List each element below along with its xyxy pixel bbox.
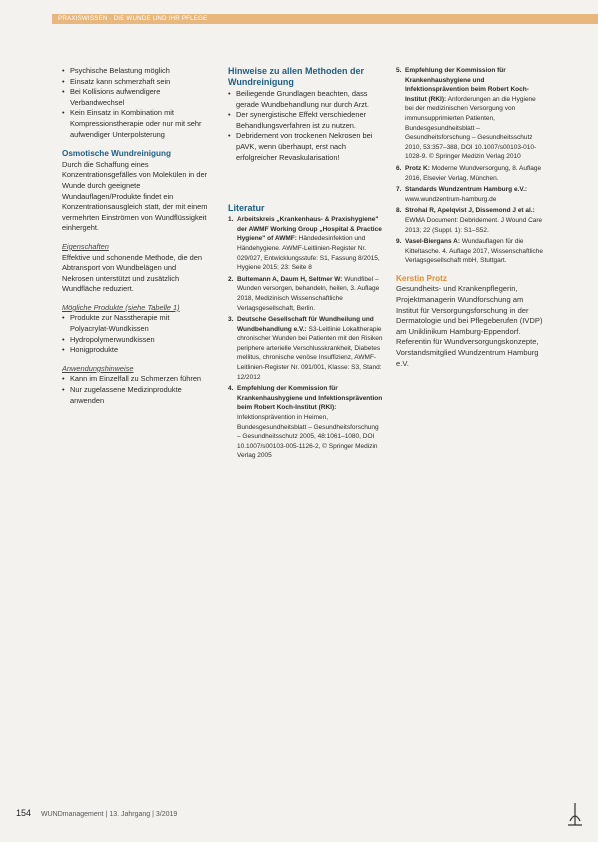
list-item: • Nur zugelassene Medizinprodukte anwenden	[62, 385, 208, 406]
running-header: PRAXISWISSEN · DIE WUNDE UND IHR PFLEGE	[58, 15, 208, 22]
section-heading: Hinweise zu allen Methoden der Wundreinigung	[228, 66, 365, 87]
reference-item: 5. Empfehlung der Kommission für Krankenhaushygiene und Infektionsprävention beim Robert Koch-Institut (RKI): Anforderungen an die Hygiene bei der medizinischen Versorgung von immunsupprimierten Patienten, Bundesgesundheitsblatt – Gesundheitsforschung – Gesundheitsschutz 2010, 53:357–388, DOI 10.1007/s00103-010-1028-9. © Springer Medizin Verlag 2010	[396, 67, 537, 161]
body-paragraph: Durch die Schaffung eines Konzentrationsgefälles von Molekülen in der Wunde durch geeignete Wundauflagen/Produkte findet ein Konzentrationsausgleich statt, der mit einem vermehrten Einströmen von Wundflüssigkeit einhergeht.	[62, 159, 208, 233]
literature-heading: Literatur	[228, 203, 265, 214]
list-item: • Produkte zur Nasstherapie mit Polyacrylat-Wundkissen	[62, 313, 208, 334]
list-item: • Kann im Einzelfall zu Schmerzen führen	[62, 374, 208, 385]
column-left	[62, 66, 208, 406]
reference-item: 2. Bultemann A, Daum H, Seltmer W: Wundfibel – Wunden versorgen, behandeln, heilen, 3. Auflage 2018, Medizinisch Wissenschaftliche Verlagsgesellschaft, Berlin.	[228, 275, 380, 312]
product-list	[62, 313, 208, 355]
reference-item: 6. Protz K: Moderne Wundversorgung, 8. Auflage 2016, Elsevier Verlag, München.	[396, 164, 542, 182]
corner-logo-icon	[566, 801, 584, 829]
usage-list	[62, 374, 208, 406]
reference-item: 7. Standards Wundzentrum Hamburg e.V.: www.wundzentrum-hamburg.de	[396, 186, 528, 203]
reference-item: 8. Strohal R, Apelqvist J, Dissemond J et al.: EWMA Document: Debridement. J Wound Care 2013; 22 (Suppl. 1): S1–S52.	[396, 207, 543, 234]
bullet-list-top	[62, 66, 208, 140]
section-heading: Osmotische Wundreinigung	[62, 149, 172, 159]
list-item: • Bei Kollisions aufwendigere Verbandwechsel	[62, 87, 208, 108]
subheading-eigenschaften: Eigenschaften	[62, 241, 109, 251]
hint-list	[228, 89, 383, 163]
list-item: • Einsatz kann schmerzhaft sein	[62, 77, 208, 88]
subheading-anwendung: Anwendungshinweise	[62, 363, 134, 373]
subheading-produkte: Mögliche Produkte (siehe Tabelle 1)	[62, 302, 180, 312]
column-middle	[228, 66, 383, 463]
reference-item: 1. Arbeitskreis „Krankenhaus- & Praxishygiene" der AWMF Working Group „Hospital & Practice Hygiene" of AWMF: Händedesinfektion und Händehygiene. AWMF-Leitlinien-Register Nr. 029/027, Entwicklungsstufe: S1, Fassung 8/2015, Hygiene 2015; 23: Seite 8	[228, 216, 382, 272]
list-item: • Psychische Belastung möglich	[62, 66, 208, 77]
body-paragraph: Effektive und schonende Methode, die den Abtransport von Wundbelägen und Nekrosen unterstützt und zusätzlich Wundfläche reduziert.	[62, 252, 202, 294]
reference-item: 9. Vasel-Biergans A: Wundauflagen für die Kitteltasche. 4. Auflage 2017, Wissenschaftliche Verlagsgesellschaft mbH, Stuttgart.	[396, 238, 544, 265]
list-item: • Der synergistische Effekt verschiedener Behandlungsverfahren ist zu nutzen.	[228, 110, 383, 131]
author-name: Kerstin Protz	[396, 273, 447, 283]
journal-info: WUNDmanagement | 13. Jahrgang | 3/2019	[40, 811, 178, 818]
column-right	[396, 66, 546, 369]
reference-item: 3. Deutsche Gesellschaft für Wundheilung und Wundbehandlung e.V.: S3-Leitlinie Lokaltherapie chronischer Wunden bei Patienten mit den Risiken periphere arterielle Verschlusskrankheit, Diabetes mellitus, chronische venöse Insuffizienz, AWMF-Leitlinien-Register Nr. 091/001, Klasse: S3, Stand: 12/2012	[228, 316, 383, 381]
list-item: • Hydropolymerwundkissen	[62, 335, 208, 346]
list-item: • Debridement von trockenen Nekrosen bei pAVK, wenn überhaupt, erst nach erfolgreicher Revaskularisation!	[228, 131, 383, 163]
list-item: • Kein Einsatz in Kombination mit Kompressionstherapie oder nur mit sehr aufwendiger Unterpolsterung	[62, 108, 208, 140]
page-footer	[16, 808, 177, 818]
list-item: • Honigprodukte	[62, 345, 208, 356]
page-number: 154	[16, 808, 32, 818]
reference-item: 4. Empfehlung der Kommission für Krankenhaushygiene und Infektionsprävention beim Robert Koch-Institut (RKI): Infektionsprävention in Heimen, Bundesgesundheitsblatt – Gesundheitsforschung – Gesundheitsschutz 2005, 48:1061–1080, DOI 10.1007/s00103-005-1126-2, © Springer Medizin Verlag 2005	[228, 385, 383, 460]
reference-list	[228, 215, 383, 461]
list-item: • Beiliegende Grundlagen beachten, dass gerade Wundbehandlung nur durch Arzt.	[228, 89, 383, 110]
author-bio: Gesundheits- und Krankenpflegerin, Projektmanagerin Wundforschung am Institut für Versorgungsforschung in der Dermatologie und bei Pflegeberufen (IVDP) am Uniklinikum Hamburg-Eppendorf. Referentin für Wundversorgungskonzepte, Vorstandsmitglied Wundzentrum Hamburg e.V.	[396, 284, 543, 368]
reference-list-continued	[396, 66, 546, 266]
